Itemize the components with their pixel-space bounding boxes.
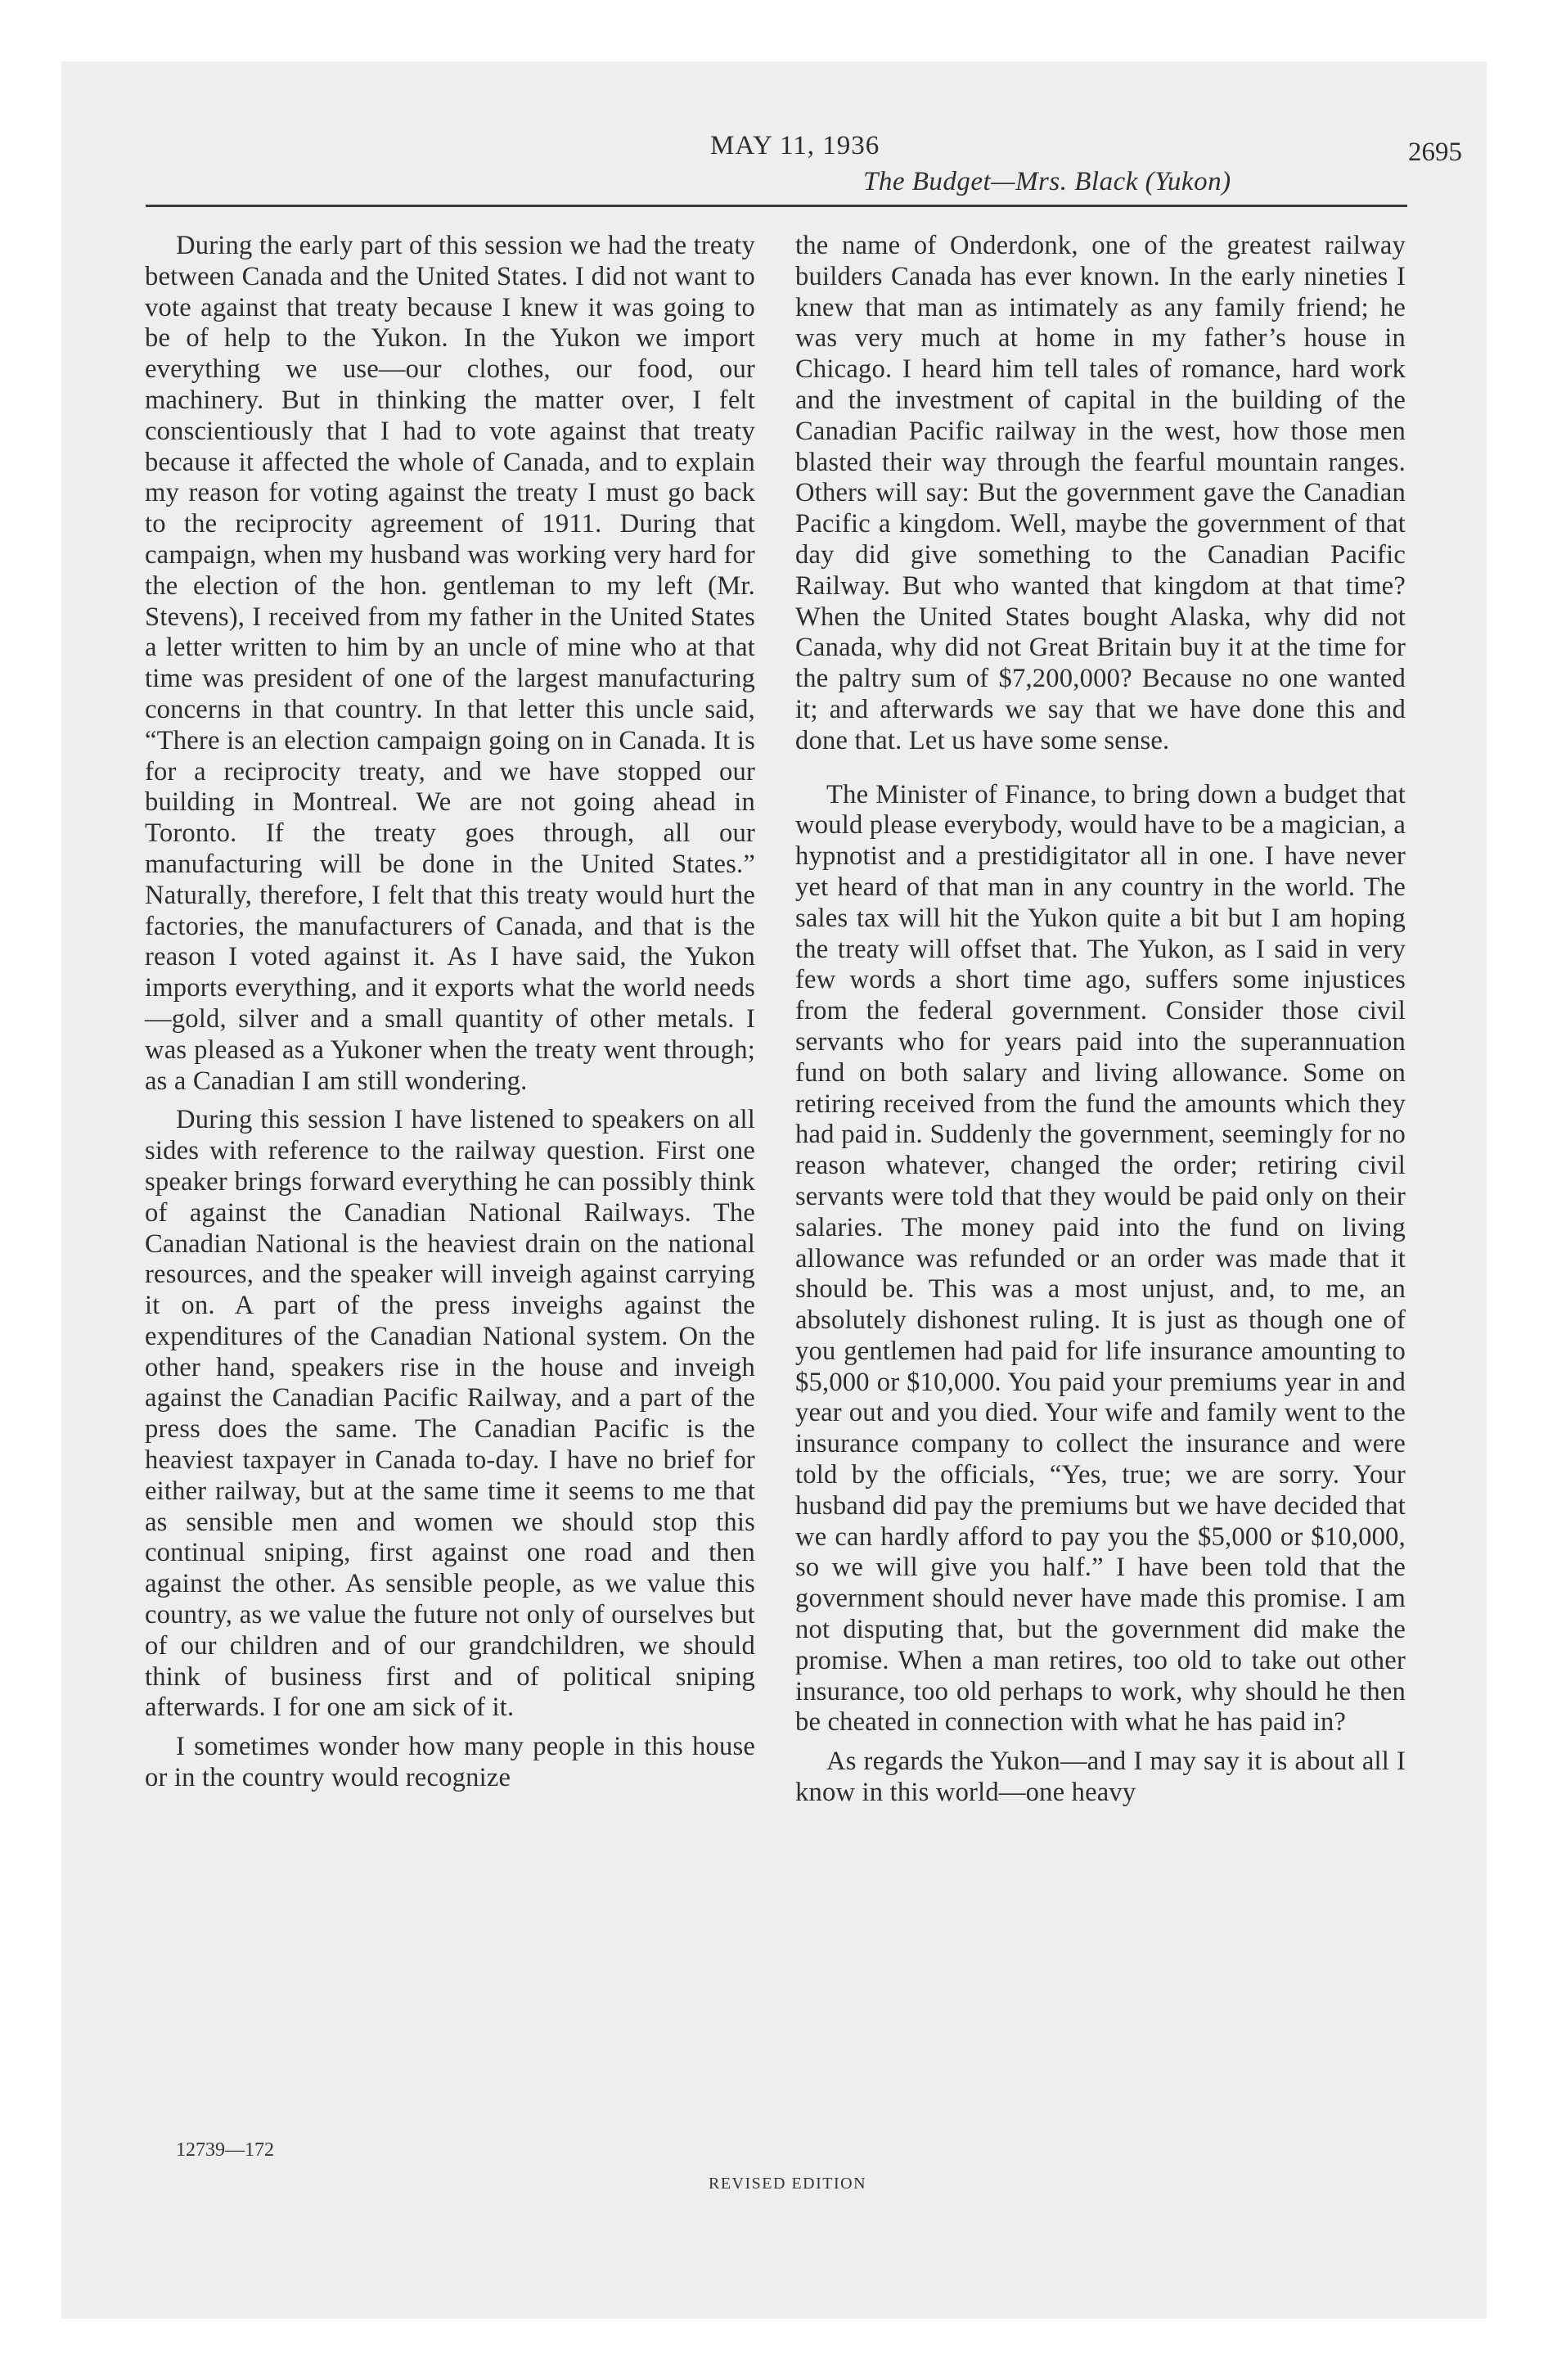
running-head: The Budget—Mrs. Black (Yukon) [863, 167, 1231, 196]
right-column [795, 231, 1406, 1809]
paragraph: As regards the Yukon—and I may say it is about all I know in this world—one heavy [795, 1747, 1406, 1808]
page-number: 2695 [1408, 137, 1462, 167]
header-rule [146, 205, 1407, 207]
paragraph: During the early part of this session we had the treaty between Canada and the United States. I did not want to vote against that treaty because I knew it was going to be of help to the Yukon. In the Yukon we import everything we use—our clothes, our food, our machinery. But in thinking the matter over, I felt conscientiously that I had to vote against that treaty because it affected the whole of Canada, and to explain my reason for voting against the treaty I must go back to the reciprocity agreement of 1911. During that campaign, when my husband was working very hard for the election of the hon. gentleman to my left (Mr. Stevens), I received from my father in the United States a letter written to him by an uncle of mine who at that time was president of one of the largest manufacturing concerns in that country. In that letter this uncle said, “There is an election campaign going on in Canada. It is for a reciprocity treaty, and we have stopped our building in Montreal. We are not going ahead in Toronto. If the treaty goes through, all our manufacturing will be done in the United States.” Naturally, therefore, I felt that this treaty would hurt the factories, the manufacturers of Canada, and that is the reason I voted against it. As I have said, the Yukon imports everything, and it exports what the world needs—gold, silver and a small quantity of other metals. I was pleased as a Yukoner when the treaty went through; as a Canadian I am still wondering. [145, 231, 755, 1096]
paragraph: I sometimes wonder how many people in this house or in the country would recognize [145, 1732, 755, 1793]
paragraph: the name of Onderdonk, one of the greatest railway builders Canada has ever known. In the early nineties I knew that man as intimately as any family friend; he was very much at home in my father’s house in Chicago. I heard him tell tales of romance, hard work and the investment of capital in the building of the Canadian Pacific railway in the west, how those men blasted their way through the fearful mountain ranges. Others will say: But the government gave the Canadian Pacific a kingdom. Well, maybe the government of that day did give something to the Canadian Pacific Railway. But who wanted that kingdom at that time? When the United States bought Alaska, why did not Canada, why did not Great Britain buy it at the time for the paltry sum of $7,200,000? Because no one wanted it; and afterwards we say that we have done this and done that. Let us have some sense. [795, 231, 1406, 755]
page-date: MAY 11, 1936 [710, 131, 880, 160]
left-column [145, 231, 755, 1794]
edition-label: REVISED EDITION [709, 2175, 867, 2193]
print-code: 12739—172 [176, 2139, 274, 2161]
paragraph: During this session I have listened to speakers on all sides with reference to the railway question. First one speaker brings forward everything he can possibly think of against the Canadian National Railways. The Canadian National is the heaviest drain on the national resources, and the speaker will inveigh against carrying it on. A part of the press inveighs against the expenditures of the Canadian National system. On the other hand, speakers rise in the house and inveigh against the Canadian Pacific Railway, and a part of the press does the same. The Canadian Pacific is the heaviest taxpayer in Canada to-day. I have no brief for either railway, but at the same time it seems to me that as sensible men and women we should stop this continual sniping, first against one road and then against the other. As sensible people, as we value this country, as we value the future not only of ourselves but of our children and of our grandchildren, we should think of business first and of political sniping afterwards. I for one am sick of it. [145, 1105, 755, 1723]
paragraph: The Minister of Finance, to bring down a budget that would please everybody, would have to be a magician, a hypnotist and a prestidigitator all in one. I have never yet heard of that man in any country in the world. The sales tax will hit the Yukon quite a bit but I am hoping the treaty will offset that. The Yukon, as I said in very few words a short time ago, suffers some injustices from the federal government. Consider those civil servants who for years paid into the superannuation fund on both salary and living allowance. Some on retiring received from the fund the amounts which they had paid in. Suddenly the government, seemingly for no reason whatever, changed the order; retiring civil servants were told that they would be paid only on their salaries. The money paid into the fund on living allowance was refunded or an order was made that it should be. This was a most unjust, and, to me, an absolutely dishonest ruling. It is just as though one of you gentlemen had paid for life insurance amounting to $5,000 or $10,000. You paid your premiums year in and year out and you died. Your wife and family went to the insurance company to collect the insurance and were told by the officials, “Yes, true; we are sorry. Your husband did pay the premiums but we have decided that we can hardly afford to pay you the $5,000 or $10,000, so we will give you half.” I have been told that the government should never have made this promise. I am not disputing that, but the government did make the promise. When a man retires, too old to take out other insurance, too old perhaps to work, why should he then be cheated in connection with what he has paid in? [795, 779, 1406, 1738]
